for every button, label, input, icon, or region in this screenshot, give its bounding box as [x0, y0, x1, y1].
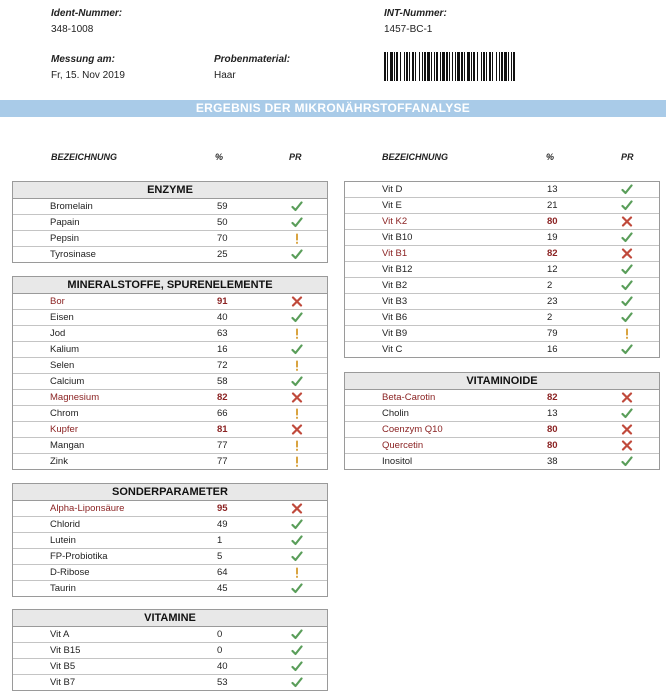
row-name: Papain [50, 217, 80, 228]
row-percent: 64 [217, 567, 228, 578]
table-row [345, 182, 659, 198]
barcode-bar [452, 52, 453, 81]
exclamation-icon [620, 326, 634, 341]
result-banner: ERGEBNIS DER MIKRONÄHRSTOFFANALYSE [0, 100, 666, 117]
table-row [13, 454, 327, 469]
check-icon [290, 549, 304, 564]
row-name: Jod [50, 328, 66, 339]
row-percent: 21 [547, 200, 558, 211]
exclamation-icon [290, 565, 304, 580]
row-name: Coenzym Q10 [382, 424, 443, 435]
table-row [345, 406, 659, 422]
table-row [13, 675, 327, 690]
exclamation-icon [290, 406, 304, 421]
exclamation-icon [290, 438, 304, 453]
row-name: Vit A [50, 629, 70, 640]
check-icon [290, 199, 304, 214]
row-percent: 16 [547, 344, 558, 355]
row-percent: 2 [547, 280, 553, 291]
row-name: Vit D [382, 184, 403, 195]
barcode-bar [473, 52, 475, 81]
row-percent: 91 [217, 296, 228, 307]
row-percent: 23 [547, 296, 558, 307]
col-pct-left: % [215, 152, 224, 162]
row-name: Tyrosinase [50, 249, 96, 260]
row-percent: 5 [217, 551, 223, 562]
row-name: Cholin [382, 408, 409, 419]
cross-icon [290, 422, 304, 437]
table-row [13, 310, 327, 326]
row-name: Vit B12 [382, 264, 413, 275]
row-name: Inositol [382, 456, 413, 467]
cross-icon [620, 214, 634, 229]
section-sonderparameter [12, 483, 328, 597]
barcode-bar [477, 52, 478, 81]
row-name: Vit B3 [382, 296, 408, 307]
table-row [13, 565, 327, 581]
table-row [13, 342, 327, 358]
table-row [13, 581, 327, 596]
table-row [13, 627, 327, 643]
row-name: Bromelain [50, 201, 93, 212]
row-name: Vit C [382, 344, 403, 355]
table-row [13, 549, 327, 565]
row-percent: 25 [217, 249, 228, 260]
row-percent: 45 [217, 583, 228, 594]
barcode-bar [446, 52, 448, 81]
row-name: Vit B5 [50, 661, 76, 672]
row-name: Vit E [382, 200, 402, 211]
check-icon [290, 247, 304, 262]
row-percent: 63 [217, 328, 228, 339]
check-icon [620, 342, 634, 357]
row-percent: 40 [217, 312, 228, 323]
row-name: Taurin [50, 583, 76, 594]
row-name: Pepsin [50, 233, 80, 244]
check-icon [620, 262, 634, 277]
row-percent: 53 [217, 677, 228, 688]
row-percent: 12 [547, 264, 558, 275]
barcode-bar [424, 52, 426, 81]
row-name: Chlorid [50, 519, 81, 530]
row-name: Bor [50, 296, 65, 307]
row-name: Kalium [50, 344, 80, 355]
table-row [13, 358, 327, 374]
table-row [13, 517, 327, 533]
barcode-bar [422, 52, 423, 81]
check-icon [620, 230, 634, 245]
check-icon [290, 581, 304, 596]
row-name: Vit B7 [50, 677, 76, 688]
exclamation-icon [290, 231, 304, 246]
row-name: Vit B1 [382, 248, 408, 259]
barcode-bar [406, 52, 408, 81]
cross-icon [620, 390, 634, 405]
barcode-bar [511, 52, 512, 81]
check-icon [620, 278, 634, 293]
barcode-bar [431, 52, 432, 81]
barcode-bar [404, 52, 405, 81]
row-percent: 79 [547, 328, 558, 339]
row-percent: 81 [217, 424, 228, 435]
cross-icon [620, 246, 634, 261]
barcode-image [384, 52, 516, 81]
table-row [345, 294, 659, 310]
row-percent: 40 [217, 661, 228, 672]
table-row [13, 422, 327, 438]
cross-icon [290, 390, 304, 405]
barcode-bar [436, 52, 438, 81]
check-icon [290, 659, 304, 674]
barcode-bar [440, 52, 441, 81]
cross-icon [620, 422, 634, 437]
table-row [13, 643, 327, 659]
table-row [13, 501, 327, 517]
check-icon [290, 627, 304, 642]
barcode-bar [394, 52, 395, 81]
table-row [345, 390, 659, 406]
barcode-bar [504, 52, 507, 81]
section-vitaminoide [344, 372, 660, 470]
barcode-bar [415, 52, 416, 81]
exclamation-icon [290, 454, 304, 469]
row-percent: 82 [547, 392, 558, 403]
section-vitamine [12, 609, 328, 691]
check-icon [620, 454, 634, 469]
row-name: Magnesium [50, 392, 100, 403]
section-enzyme [12, 181, 328, 263]
table-row [13, 326, 327, 342]
row-name: Lutein [50, 535, 76, 546]
table-row [345, 422, 659, 438]
table-row [345, 246, 659, 262]
probe-value: Haar [214, 70, 236, 81]
col-pct-right: % [546, 152, 555, 162]
barcode-bar [467, 52, 470, 81]
row-name: Kupfer [50, 424, 78, 435]
col-pr-right: PR [621, 152, 634, 162]
cross-icon [290, 294, 304, 309]
row-percent: 80 [547, 216, 558, 227]
row-name: Eisen [50, 312, 74, 323]
row-percent: 66 [217, 408, 228, 419]
check-icon [290, 310, 304, 325]
barcode-bar [499, 52, 500, 81]
table-row [13, 390, 327, 406]
table-row [13, 406, 327, 422]
row-name: Selen [50, 360, 75, 371]
barcode-bar [481, 52, 482, 81]
row-name: Beta-Carotin [382, 392, 436, 403]
col-name-left: BEZEICHNUNG [51, 152, 118, 162]
check-icon [290, 374, 304, 389]
row-percent: 70 [217, 233, 228, 244]
exclamation-icon [290, 326, 304, 341]
row-percent: 49 [217, 519, 228, 530]
row-percent: 0 [217, 629, 223, 640]
table-row [345, 262, 659, 278]
row-percent: 2 [547, 312, 553, 323]
table-row [345, 310, 659, 326]
int-value: 1457-BC-1 [384, 24, 433, 35]
row-percent: 82 [217, 392, 228, 403]
check-icon [620, 294, 634, 309]
row-percent: 58 [217, 376, 228, 387]
table-row [345, 230, 659, 246]
col-name-right: BEZEICHNUNG [382, 152, 449, 162]
row-name: Vit B9 [382, 328, 408, 339]
barcode-bar [508, 52, 509, 81]
messung-label: Messung am: [51, 54, 115, 65]
row-percent: 19 [547, 232, 558, 243]
messung-value: Fr, 15. Nov 2019 [51, 70, 125, 81]
int-label: INT-Nummer: [384, 8, 447, 19]
barcode-bar [457, 52, 460, 81]
row-percent: 1 [217, 535, 223, 546]
barcode-bar [427, 52, 430, 81]
barcode-bar [489, 52, 491, 81]
table-row [13, 533, 327, 549]
ident-label: Ident-Nummer: [51, 8, 123, 19]
section-vitamine-continued [344, 181, 660, 358]
row-name: Calcium [50, 376, 85, 387]
row-percent: 77 [217, 440, 228, 451]
row-name: Quercetin [382, 440, 424, 451]
row-percent: 80 [547, 424, 558, 435]
row-percent: 16 [217, 344, 228, 355]
section-title: SONDERPARAMETER [13, 484, 327, 501]
barcode-bar [434, 52, 435, 81]
barcode-bar [471, 52, 472, 81]
check-icon [620, 310, 634, 325]
barcode-bar [409, 52, 410, 81]
check-icon [290, 643, 304, 658]
table-row [345, 198, 659, 214]
row-percent: 13 [547, 408, 558, 419]
barcode-bar [486, 52, 487, 81]
check-icon [620, 406, 634, 421]
barcode-bar [501, 52, 503, 81]
table-row [13, 231, 327, 247]
table-row [13, 374, 327, 390]
check-icon [290, 675, 304, 690]
barcode-bar [396, 52, 398, 81]
row-percent: 13 [547, 184, 558, 195]
row-name: Vit K2 [382, 216, 408, 227]
cross-icon [620, 438, 634, 453]
barcode-bar [442, 52, 445, 81]
table-row [345, 438, 659, 454]
section-mineralstoffe [12, 276, 328, 470]
row-name: Mangan [50, 440, 85, 451]
barcode-bar [387, 52, 388, 81]
check-icon [290, 517, 304, 532]
barcode-bar [390, 52, 393, 81]
row-percent: 59 [217, 201, 228, 212]
section-title: VITAMINE [13, 610, 327, 627]
barcode-bar [492, 52, 493, 81]
row-percent: 0 [217, 645, 223, 656]
barcode-bar [400, 52, 401, 81]
table-row [345, 342, 659, 357]
barcode-bar [461, 52, 463, 81]
row-percent: 82 [547, 248, 558, 259]
table-row [13, 247, 327, 262]
check-icon [290, 215, 304, 230]
table-row [345, 326, 659, 342]
table-row [13, 438, 327, 454]
check-icon [290, 342, 304, 357]
barcode-bar [483, 52, 485, 81]
row-name: Alpha-Liponsäure [50, 503, 125, 514]
row-name: Vit B15 [50, 645, 81, 656]
row-name: Vit B6 [382, 312, 408, 323]
table-row [345, 214, 659, 230]
barcode-bar [419, 52, 420, 81]
barcode-bar [449, 52, 450, 81]
row-percent: 50 [217, 217, 228, 228]
ident-value: 348-1008 [51, 24, 94, 35]
table-row [13, 215, 327, 231]
row-percent: 77 [217, 456, 228, 467]
section-title: VITAMINOIDE [345, 373, 659, 390]
table-row [13, 199, 327, 215]
row-name: Chrom [50, 408, 79, 419]
row-name: Vit B10 [382, 232, 413, 243]
barcode-bar [455, 52, 456, 81]
probe-label: Probenmaterial: [214, 54, 291, 65]
barcode-bar [384, 52, 386, 81]
col-pr-left: PR [289, 152, 302, 162]
exclamation-icon [290, 358, 304, 373]
row-percent: 95 [217, 503, 228, 514]
table-row [345, 454, 659, 469]
row-percent: 80 [547, 440, 558, 451]
row-name: D-Ribose [50, 567, 90, 578]
section-title: MINERALSTOFFE, SPURENELEMENTE [13, 277, 327, 294]
table-row [13, 659, 327, 675]
table-row [13, 294, 327, 310]
check-icon [620, 198, 634, 213]
row-name: Zink [50, 456, 68, 467]
check-icon [290, 533, 304, 548]
barcode-bar [496, 52, 497, 81]
check-icon [620, 182, 634, 197]
row-percent: 72 [217, 360, 228, 371]
barcode-bar [412, 52, 414, 81]
barcode-bar [464, 52, 465, 81]
row-name: Vit B2 [382, 280, 408, 291]
row-percent: 38 [547, 456, 558, 467]
barcode-bar [513, 52, 515, 81]
cross-icon [290, 501, 304, 516]
row-name: FP-Probiotika [50, 551, 108, 562]
section-title: ENZYME [13, 182, 327, 199]
table-row [345, 278, 659, 294]
